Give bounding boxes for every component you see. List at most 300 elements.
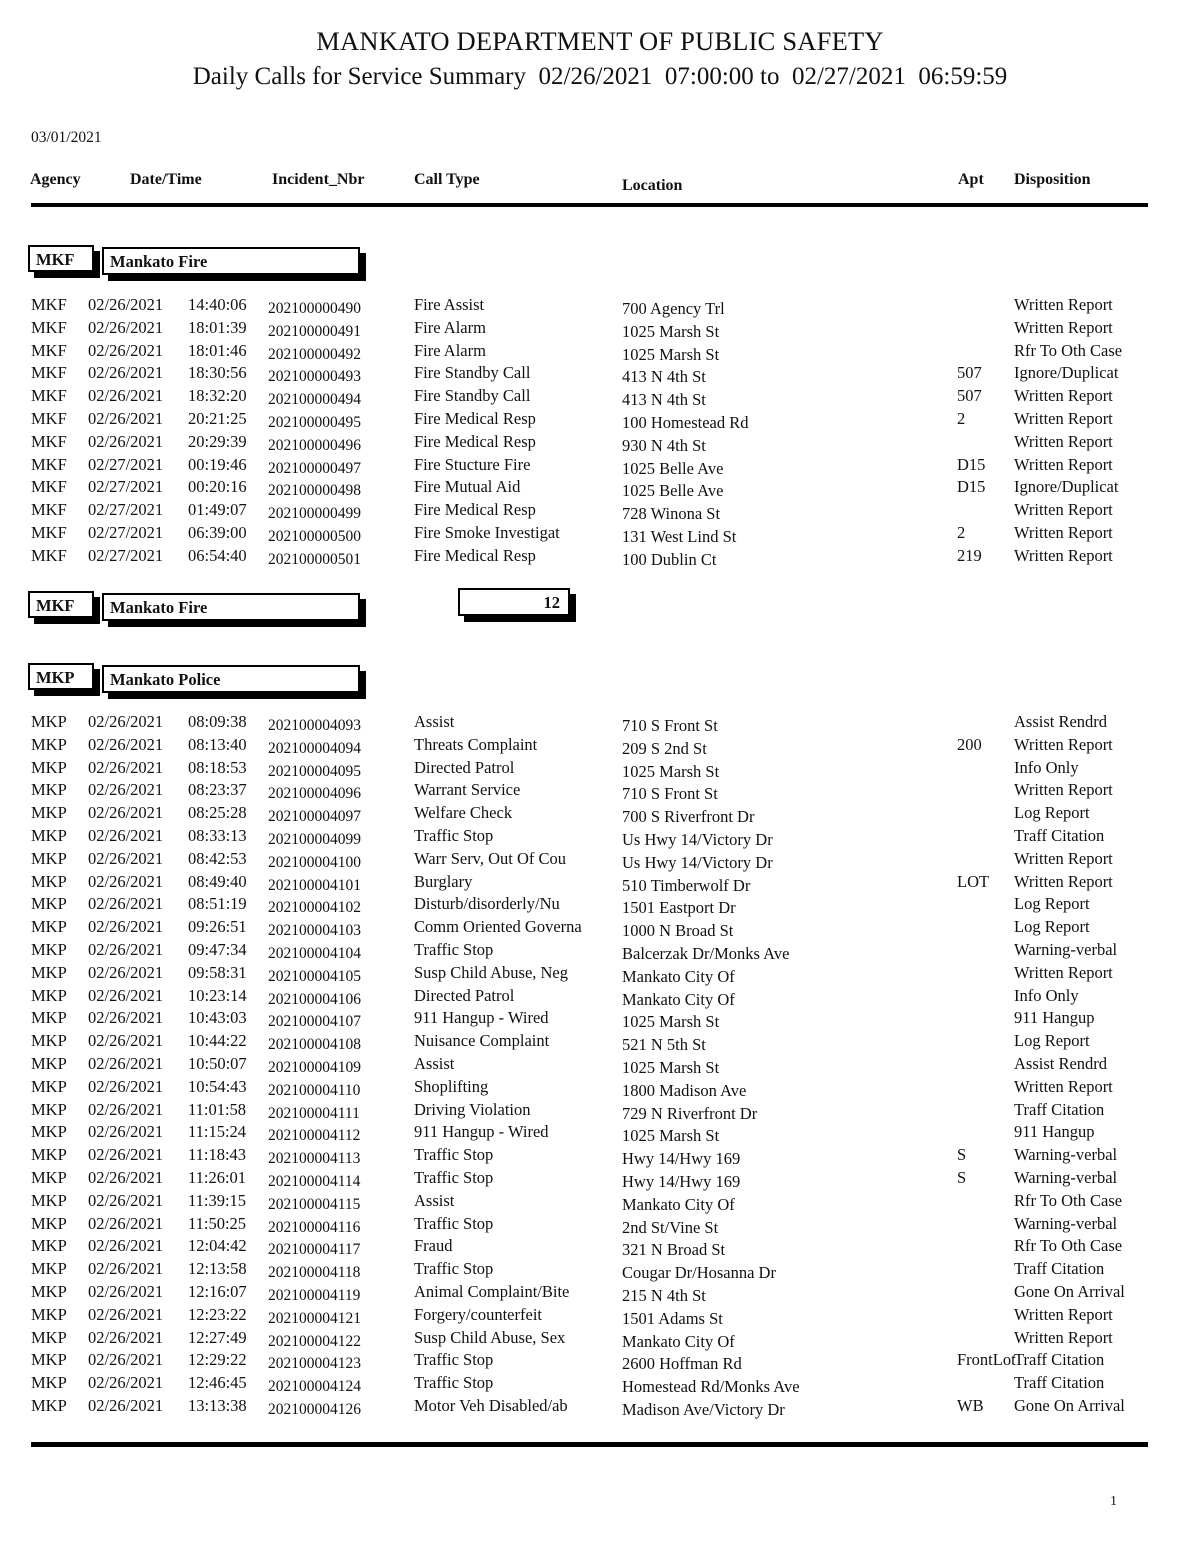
cell-agency: MKF [31,523,67,542]
cell-time: 10:50:07 [188,1054,247,1073]
cell-call-type: Animal Complaint/Bite [414,1282,570,1301]
cell-apt: D15 [957,477,986,497]
cell-location: 700 Agency Trl [622,299,725,318]
run-date: 03/01/2021 [31,129,102,146]
cell-call-type: Fire Standby Call [414,363,531,383]
cell-time: 18:01:39 [188,317,247,337]
cell-date: 02/26/2021 [88,1076,164,1096]
cell-incident-nbr: 202100000499 [268,505,361,523]
cell-location: Mankato City Of [622,966,735,986]
cell-location: 1025 Marsh St [622,1012,720,1032]
table-row [0,1031,1200,1054]
cell-time: 18:01:46 [188,340,247,360]
cell-date: 02/26/2021 [88,712,164,731]
cell-time: 11:18:43 [188,1145,247,1165]
cell-incident-nbr: 202100000498 [268,482,361,500]
cell-call-type: Disturb/disorderly/Nu [414,894,560,914]
cell-time: 08:18:53 [188,757,247,777]
cell-disposition: Traff Citation [1014,1099,1105,1119]
cell-call-type: Assist [414,712,455,731]
cell-apt: 507 [957,363,982,383]
cell-date: 02/27/2021 [88,454,164,474]
cell-time: 20:21:25 [188,409,247,428]
cell-time: 12:23:22 [188,1304,247,1324]
table-row [0,1100,1200,1123]
cell-date: 02/26/2021 [88,894,164,914]
cell-location: Mankato City Of [622,1331,735,1351]
cell-disposition: Traff Citation [1014,1350,1105,1370]
cell-date: 02/26/2021 [88,317,164,337]
cell-incident-nbr: 202100000492 [268,345,361,363]
cell-apt: S [957,1168,967,1187]
cell-apt: S [957,1145,967,1165]
cell-location: 1025 Marsh St [622,1126,720,1146]
cell-call-type: Nuisance Complaint [414,1031,550,1051]
cell-time: 20:29:39 [188,431,247,451]
cell-location: Madison Ave/Victory Dr [622,1400,785,1419]
cell-disposition: Assist Rendrd [1014,712,1108,731]
cell-incident-nbr: 202100004103 [268,922,361,940]
table-row [0,1168,1200,1191]
table-row [0,735,1200,758]
cell-agency: MKP [31,917,67,937]
cell-location: 100 Dublin Ct [622,549,717,569]
cell-location: 1025 Belle Ave [622,481,724,501]
cell-date: 02/26/2021 [88,1373,164,1393]
cell-location: 728 Winona St [622,504,721,524]
cell-disposition: Log Report [1014,803,1090,823]
cell-disposition: Written Report [1014,295,1113,314]
cell-incident-nbr: 202100004105 [268,967,361,985]
cell-disposition: Written Report [1014,409,1113,428]
cell-disposition: Gone On Arrival [1014,1396,1125,1415]
cell-date: 02/26/2021 [88,780,164,800]
cell-incident-nbr: 202100000490 [268,300,361,317]
cell-location: 1025 Belle Ave [622,458,724,478]
cell-location: 131 West Lind St [622,527,737,546]
cell-agency: MKF [31,317,67,337]
cell-incident-nbr: 202100004095 [268,762,361,780]
cell-disposition: Traff Citation [1014,1259,1105,1279]
table-row [0,1305,1200,1328]
cell-date: 02/26/2021 [88,826,164,845]
cell-location: 521 N 5th St [622,1035,706,1055]
table-row [0,1236,1200,1259]
cell-time: 08:49:40 [188,871,247,891]
cell-agency: MKP [31,712,67,731]
cell-location: Cougar Dr/Hosanna Dr [622,1263,776,1283]
cell-call-type: Fire Medical Resp [414,545,536,565]
cell-date: 02/26/2021 [88,734,164,754]
cell-agency: MKF [31,477,67,497]
table-row [0,1282,1200,1305]
table-row [0,295,1200,318]
cell-apt: 200 [957,734,982,754]
cell-incident-nbr: 202100000497 [268,459,361,477]
cell-incident-nbr: 202100004112 [268,1127,361,1145]
cell-disposition: Info Only [1014,757,1079,777]
cell-call-type: Fire Medical Resp [414,409,536,428]
cell-time: 06:54:40 [188,545,247,565]
cell-agency: MKP [31,1122,67,1142]
table-row [0,894,1200,917]
cell-location: 729 N Riverfront Dr [622,1103,758,1123]
cell-time: 18:32:20 [188,386,247,406]
cell-date: 02/26/2021 [88,848,164,868]
cell-call-type: Burglary [414,871,473,891]
table-row [0,803,1200,826]
cell-date: 02/26/2021 [88,1168,164,1187]
cell-incident-nbr: 202100004109 [268,1059,361,1076]
cell-disposition: Written Report [1014,317,1113,337]
cell-incident-nbr: 202100004124 [268,1378,361,1396]
cell-date: 02/26/2021 [88,1122,164,1142]
cell-date: 02/26/2021 [88,363,164,383]
cell-agency: MKP [31,1076,67,1096]
cell-disposition: Written Report [1014,1327,1113,1347]
cell-agency: MKP [31,1168,67,1187]
cell-call-type: Welfare Check [414,803,513,823]
cell-incident-nbr: 202100004115 [268,1195,361,1213]
cell-time: 00:20:16 [188,477,247,497]
table-row [0,1077,1200,1100]
cell-date: 02/26/2021 [88,1008,164,1028]
cell-incident-nbr: 202100004122 [268,1332,361,1350]
cell-disposition: Rfr To Oth Case [1014,1236,1123,1256]
cell-location: 1501 Eastport Dr [622,898,736,918]
cell-location: 1800 Madison Ave [622,1080,747,1100]
cell-incident-nbr: 202100000500 [268,528,361,545]
cell-agency: MKF [31,454,67,474]
cell-disposition: Written Report [1014,1076,1113,1096]
cell-agency: MKF [31,545,67,565]
cell-time: 12:04:42 [188,1236,247,1256]
cell-time: 12:46:45 [188,1373,247,1393]
table-row [0,986,1200,1009]
cell-location: 710 S Front St [622,784,718,804]
cell-time: 10:44:22 [188,1031,247,1051]
cell-call-type: Fire Mutual Aid [414,477,521,497]
table-row [0,849,1200,872]
cell-agency: MKP [31,1099,67,1119]
cell-agency: MKF [31,500,67,520]
cell-date: 02/26/2021 [88,917,164,937]
cell-location: 1025 Marsh St [622,344,720,364]
cell-time: 01:49:07 [188,500,247,520]
cell-agency: MKP [31,1054,67,1073]
cell-date: 02/26/2021 [88,1213,164,1233]
cell-disposition: Written Report [1014,780,1113,800]
cell-call-type: Driving Violation [414,1099,531,1119]
cell-apt: LOT [957,871,990,891]
table-row [0,546,1200,569]
cell-agency: MKP [31,1396,67,1415]
cell-date: 02/26/2021 [88,1259,164,1279]
cell-incident-nbr: 202100004114 [268,1173,361,1190]
group-code-box: MKF [28,245,94,272]
cell-incident-nbr: 202100000496 [268,436,361,454]
cell-time: 09:47:34 [188,940,247,959]
table-row [0,712,1200,735]
group-total-count: 12 [458,588,570,616]
cell-agency: MKP [31,734,67,754]
cell-disposition: Gone On Arrival [1014,1282,1125,1301]
cell-disposition: Written Report [1014,386,1113,406]
cell-incident-nbr: 202100004110 [268,1081,361,1099]
table-row [0,363,1200,386]
cell-call-type: Fire Standby Call [414,386,531,406]
cell-call-type: Assist [414,1054,455,1073]
cell-location: 510 Timberwolf Dr [622,875,751,895]
cell-disposition: Assist Rendrd [1014,1054,1108,1073]
cell-date: 02/26/2021 [88,295,164,314]
cell-incident-nbr: 202100004097 [268,808,361,826]
group-code-box: MKP [28,663,94,690]
column-header-disposition: Disposition [1014,171,1091,188]
cell-incident-nbr: 202100000494 [268,391,361,409]
cell-apt: FrontLot [957,1350,1016,1370]
column-header-location: Location [622,177,683,194]
cell-time: 18:30:56 [188,363,247,383]
cell-agency: MKP [31,1304,67,1324]
cell-time: 11:15:24 [188,1122,247,1142]
cell-disposition: Written Report [1014,962,1113,982]
table-row [0,780,1200,803]
cell-location: 100 Homestead Rd [622,413,749,432]
cell-disposition: Warning-verbal [1014,1213,1118,1233]
cell-call-type: Susp Child Abuse, Sex [414,1327,566,1347]
cell-call-type: Traffic Stop [414,940,494,959]
cell-apt: 2 [957,523,966,542]
cell-disposition: Warning-verbal [1014,940,1118,959]
cell-location: 215 N 4th St [622,1286,706,1305]
cell-date: 02/26/2021 [88,1190,164,1210]
table-row [0,963,1200,986]
cell-call-type: Assist [414,1190,455,1210]
cell-agency: MKF [31,363,67,383]
cell-incident-nbr: 202100000501 [268,550,361,568]
cell-time: 08:13:40 [188,734,247,754]
cell-disposition: Rfr To Oth Case [1014,340,1123,360]
cell-location: Balcerzak Dr/Monks Ave [622,944,790,963]
cell-call-type: Comm Oriented Governa [414,917,582,937]
cell-agency: MKP [31,985,67,1005]
group-name-box: Mankato Fire [102,247,360,275]
cell-location: 1025 Marsh St [622,1058,720,1077]
cell-time: 08:33:13 [188,826,247,845]
table-row [0,1373,1200,1396]
cell-agency: MKP [31,1031,67,1051]
cell-time: 10:23:14 [188,985,247,1005]
cell-call-type: Traffic Stop [414,826,494,845]
cell-date: 02/26/2021 [88,803,164,823]
cell-agency: MKF [31,295,67,314]
cell-location: 1025 Marsh St [622,321,720,341]
cell-location: Mankato City Of [622,1194,735,1214]
table-row [0,1008,1200,1031]
column-header-call-type: Call Type [414,171,480,188]
cell-agency: MKP [31,894,67,914]
cell-agency: MKP [31,826,67,845]
cell-location: 2600 Hoffman Rd [622,1354,742,1374]
cell-call-type: Fire Smoke Investigat [414,523,560,542]
cell-agency: MKF [31,409,67,428]
cell-call-type: Traffic Stop [414,1213,494,1233]
cell-location: Hwy 14/Hwy 169 [622,1149,741,1169]
cell-date: 02/26/2021 [88,1396,164,1415]
cell-disposition: Written Report [1014,454,1113,474]
table-row [0,1259,1200,1282]
cell-time: 13:13:38 [188,1396,247,1415]
cell-date: 02/26/2021 [88,757,164,777]
cell-time: 12:27:49 [188,1327,247,1347]
cell-date: 02/26/2021 [88,962,164,982]
cell-incident-nbr: 202100004111 [268,1104,360,1122]
cell-location: Hwy 14/Hwy 169 [622,1172,741,1191]
cell-incident-nbr: 202100004100 [268,853,361,871]
cell-date: 02/26/2021 [88,940,164,959]
cell-call-type: Directed Patrol [414,985,515,1005]
cell-time: 11:01:58 [188,1099,247,1119]
cell-disposition: Written Report [1014,848,1113,868]
cell-call-type: Fire Medical Resp [414,431,536,451]
cell-call-type: Threats Complaint [414,734,538,754]
cell-call-type: Fire Medical Resp [414,500,536,520]
table-row [0,455,1200,478]
cell-time: 10:43:03 [188,1008,247,1028]
group-total-name-box: Mankato Fire [102,593,360,621]
cell-location: 710 S Front St [622,716,718,735]
cell-incident-nbr: 202100004116 [268,1218,361,1236]
cell-call-type: Warr Serv, Out Of Cou [414,848,567,868]
cell-call-type: Motor Veh Disabled/ab [414,1396,568,1415]
cell-incident-nbr: 202100004117 [268,1241,361,1259]
table-row [0,1122,1200,1145]
cell-time: 08:23:37 [188,780,247,800]
cell-agency: MKF [31,340,67,360]
cell-call-type: Fire Stucture Fire [414,454,531,474]
cell-disposition: Ignore/Duplicat [1014,477,1119,497]
column-header-datetime: Date/Time [130,171,202,188]
cell-date: 02/26/2021 [88,340,164,360]
cell-incident-nbr: 202100004094 [268,739,361,757]
cell-date: 02/26/2021 [88,386,164,406]
page-title: MANKATO DEPARTMENT OF PUBLIC SAFETY [316,26,884,56]
cell-date: 02/26/2021 [88,1350,164,1370]
cell-call-type: Traffic Stop [414,1373,494,1393]
table-row [0,826,1200,849]
cell-incident-nbr: 202100004121 [268,1309,361,1327]
cell-date: 02/26/2021 [88,1236,164,1256]
cell-call-type: Warrant Service [414,780,521,800]
cell-apt: D15 [957,454,986,474]
cell-location: 930 N 4th St [622,435,706,455]
cell-date: 02/27/2021 [88,545,164,565]
cell-disposition: Warning-verbal [1014,1145,1118,1165]
table-row [0,341,1200,364]
cell-time: 08:42:53 [188,848,247,868]
cell-agency: MKP [31,940,67,959]
cell-agency: MKP [31,803,67,823]
cell-date: 02/27/2021 [88,523,164,542]
table-row [0,318,1200,341]
table-row [0,500,1200,523]
cell-agency: MKP [31,1008,67,1028]
cell-apt: WB [957,1396,984,1415]
cell-incident-nbr: 202100000495 [268,414,361,431]
table-row [0,917,1200,940]
cell-date: 02/27/2021 [88,500,164,520]
cell-disposition: Log Report [1014,917,1090,937]
cell-call-type: Forgery/counterfeit [414,1304,542,1324]
cell-incident-nbr: 202100004119 [268,1287,361,1304]
cell-call-type: 911 Hangup - Wired [414,1122,549,1142]
table-row [0,409,1200,432]
cell-agency: MKP [31,1282,67,1301]
cell-apt: 219 [957,545,982,565]
cell-disposition: Rfr To Oth Case [1014,1190,1123,1210]
cell-time: 08:51:19 [188,894,247,914]
cell-date: 02/26/2021 [88,1282,164,1301]
cell-location: 1000 N Broad St [622,921,734,941]
cell-time: 12:13:58 [188,1259,247,1279]
cell-agency: MKP [31,1213,67,1233]
cell-date: 02/26/2021 [88,871,164,891]
table-row [0,477,1200,500]
cell-time: 11:50:25 [188,1213,247,1233]
cell-time: 09:58:31 [188,962,247,982]
cell-incident-nbr: 202100004093 [268,717,361,734]
cell-time: 10:54:43 [188,1076,247,1096]
cell-disposition: 911 Hangup [1014,1008,1095,1028]
cell-location: 700 S Riverfront Dr [622,807,755,827]
cell-location: 321 N Broad St [622,1240,726,1260]
cell-agency: MKP [31,871,67,891]
cell-location: Mankato City Of [622,989,735,1009]
cell-call-type: Shoplifting [414,1076,489,1096]
cell-location: 1025 Marsh St [622,761,720,781]
cell-call-type: Traffic Stop [414,1259,494,1279]
cell-call-type: Fire Alarm [414,317,486,337]
cell-date: 02/26/2021 [88,1145,164,1165]
cell-agency: MKP [31,1259,67,1279]
cell-disposition: Ignore/Duplicat [1014,363,1119,383]
cell-incident-nbr: 202100004118 [268,1264,361,1282]
cell-agency: MKP [31,1145,67,1165]
group-name-box: Mankato Police [102,665,360,693]
table-row [0,1054,1200,1077]
cell-time: 14:40:06 [188,295,247,314]
cell-disposition: Written Report [1014,734,1113,754]
cell-disposition: Warning-verbal [1014,1168,1118,1187]
cell-incident-nbr: 202100004104 [268,945,361,962]
cell-incident-nbr: 202100004107 [268,1013,361,1031]
cell-agency: MKP [31,1327,67,1347]
cell-agency: MKP [31,1236,67,1256]
cell-date: 02/26/2021 [88,985,164,1005]
cell-incident-nbr: 202100004108 [268,1036,361,1054]
cell-disposition: Written Report [1014,523,1113,542]
cell-agency: MKP [31,1350,67,1370]
cell-apt: 507 [957,386,982,406]
cell-location: Homestead Rd/Monks Ave [622,1377,800,1397]
cell-location: Us Hwy 14/Victory Dr [622,830,773,849]
page-number: 1 [1110,1494,1117,1509]
table-row [0,758,1200,781]
cell-call-type: Susp Child Abuse, Neg [414,962,569,982]
table-row [0,872,1200,895]
cell-location: 1501 Adams St [622,1308,723,1328]
